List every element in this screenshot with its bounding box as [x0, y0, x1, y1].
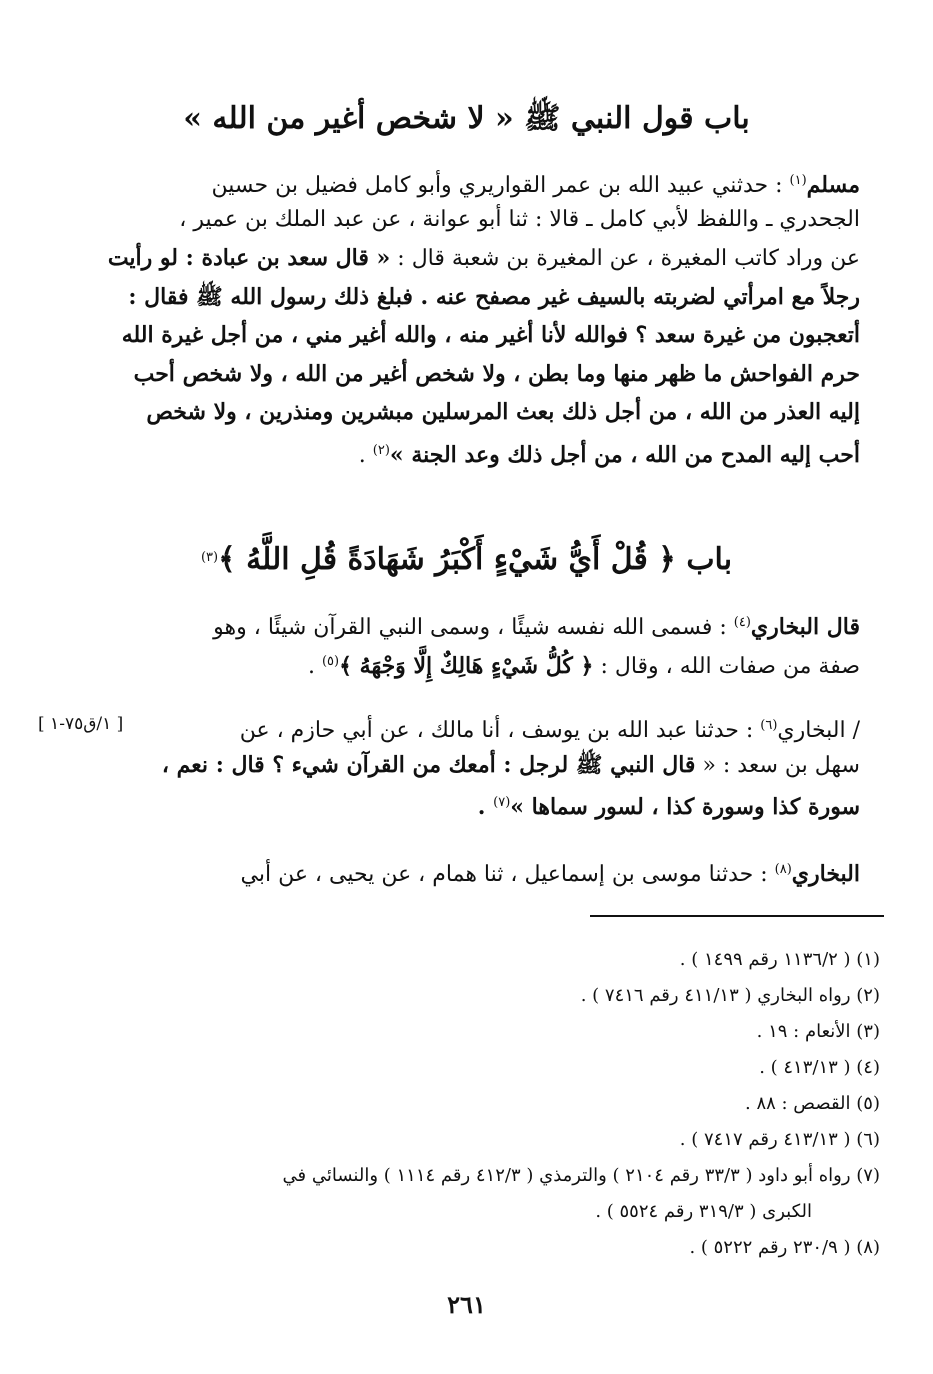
footnote-ref: (٣)	[200, 550, 219, 565]
text-line: إليه العذر من الله ، من أجل ذلك بعث المرسلين مبشرين ومنذرين ، ولا شخص	[146, 399, 860, 425]
text-line: صفة من صفات الله ، وقال : ﴿ كُلُّ شَيْءٍ هَالِكٌ إِلَّا وَجْهَهُ ﴾$^{(٥)}$ .	[307, 652, 860, 679]
text-line: سهل بن سعد : « قال النبي ﷺ لرجل : أمعك من القرآن شيء ؟ قال : نعم ،	[161, 751, 860, 778]
footnote-7-continued: الكبرى ( ٣١٩/٣ رقم ٥٥٢٤ ) .	[595, 1201, 812, 1222]
footnote-7: (٧) رواه أبو داود ( ٣٣/٣ رقم ٢١٠٤ ) والترمذي ( ٤١٢/٣ رقم ١١١٤ ) والنسائي في	[282, 1165, 880, 1186]
footnote-ref: (٤)	[733, 615, 751, 630]
footnote-ref: (٥)	[321, 653, 340, 669]
footnote-divider	[590, 915, 884, 917]
text-line: سورة كذا وسورة كذا ، لسور سماها »$^{(٧)}$ .	[477, 794, 860, 820]
manuscript-reference: [ ١/ق٧٥-١ ]	[38, 714, 124, 734]
footnotes	[110, 942, 880, 1266]
footnote-8: (٨) ( ٢٣٠/٩ رقم ٥٢٢٢ ) .	[689, 1237, 880, 1258]
text-line: عن وراد كاتب المغيرة ، عن المغيرة بن شعبة قال : « قال سعد بن عبادة : لو رأيت	[107, 245, 860, 271]
paragraph-2	[148, 604, 860, 681]
text-line: مسلم$^{(١)}$ : حدثني عبيد الله بن عمر القواريري وأبو كامل فضيل بن حسين	[211, 172, 860, 198]
footnote-6: (٦) ( ٤١٣/١٣ رقم ٧٤١٧ ) .	[679, 1129, 880, 1150]
footnote-ref: (٦)	[760, 718, 778, 733]
chapter-heading-2: باب ﴿ قُلْ أَيُّ شَيْءٍ أَكْبَرُ شَهَادَةً قُلِ اللَّهُ ﴾$^{(٣)}$	[200, 542, 733, 577]
text-line: أحب إليه المدح من الله ، من أجل ذلك وعد الجنة »$^{(٢)}$ .	[358, 441, 860, 468]
footnote-ref: (٢)	[372, 442, 390, 458]
text-line: الجحدري ـ واللفظ لأبي كامل ـ قالا : ثنا أبو عوانة ، عن عبد الملك بن عمير ،	[179, 206, 860, 232]
page-number: ٢٦١	[447, 1290, 486, 1319]
footnote-ref: (٧)	[493, 795, 511, 810]
hadith-paragraph-3	[148, 707, 860, 823]
text-line: قال البخاري$^{(٤)}$ : فسمى الله نفسه شيئًا ، وسمى النبي القرآن شيئًا ، وهو	[213, 614, 860, 640]
hadith-paragraph-4	[148, 851, 860, 890]
chapter-heading-1: باب قول النبي ﷺ « لا شخص أغير من الله »	[183, 101, 750, 136]
footnote-1: (١) ( ١١٣٦/٢ رقم ١٤٩٩ ) .	[679, 949, 880, 970]
text-line: أتعجبون من غيرة سعد ؟ فوالله لأنا أغير منه ، والله أغير مني ، من أجل غيرة الله	[121, 322, 860, 348]
footnote-3: (٣) الأنعام : ١٩ .	[756, 1021, 880, 1042]
hadith-paragraph-1	[107, 162, 860, 470]
footnote-ref: (١)	[789, 173, 807, 188]
footnote-5: (٥) القصص : ٨٨ .	[744, 1093, 880, 1114]
footnote-4: (٤) ( ٤١٣/١٣ ) .	[759, 1057, 880, 1078]
footnote-ref: (٨)	[774, 862, 792, 877]
footnote-2: (٢) رواه البخاري ( ٤١١/١٣ رقم ٧٤١٦ ) .	[580, 985, 880, 1006]
text-line: البخاري$^{(٨)}$ : حدثنا موسى بن إسماعيل ، ثنا همام ، عن يحيى ، عن أبي	[240, 861, 860, 887]
text-line: حرم الفواحش ما ظهر منها وما بطن ، ولا شخص أغير من الله ، ولا شخص أحب	[133, 360, 860, 387]
text-line: رجلاً مع امرأتي لضربته بالسيف غير مصفح عنه . فبلغ ذلك رسول الله ﷺ فقال :	[128, 283, 860, 310]
text-line: / البخاري$^{(٦)}$ : حدثنا عبد الله بن يوسف ، أنا مالك ، عن أبي حازم ، عن	[239, 718, 860, 743]
